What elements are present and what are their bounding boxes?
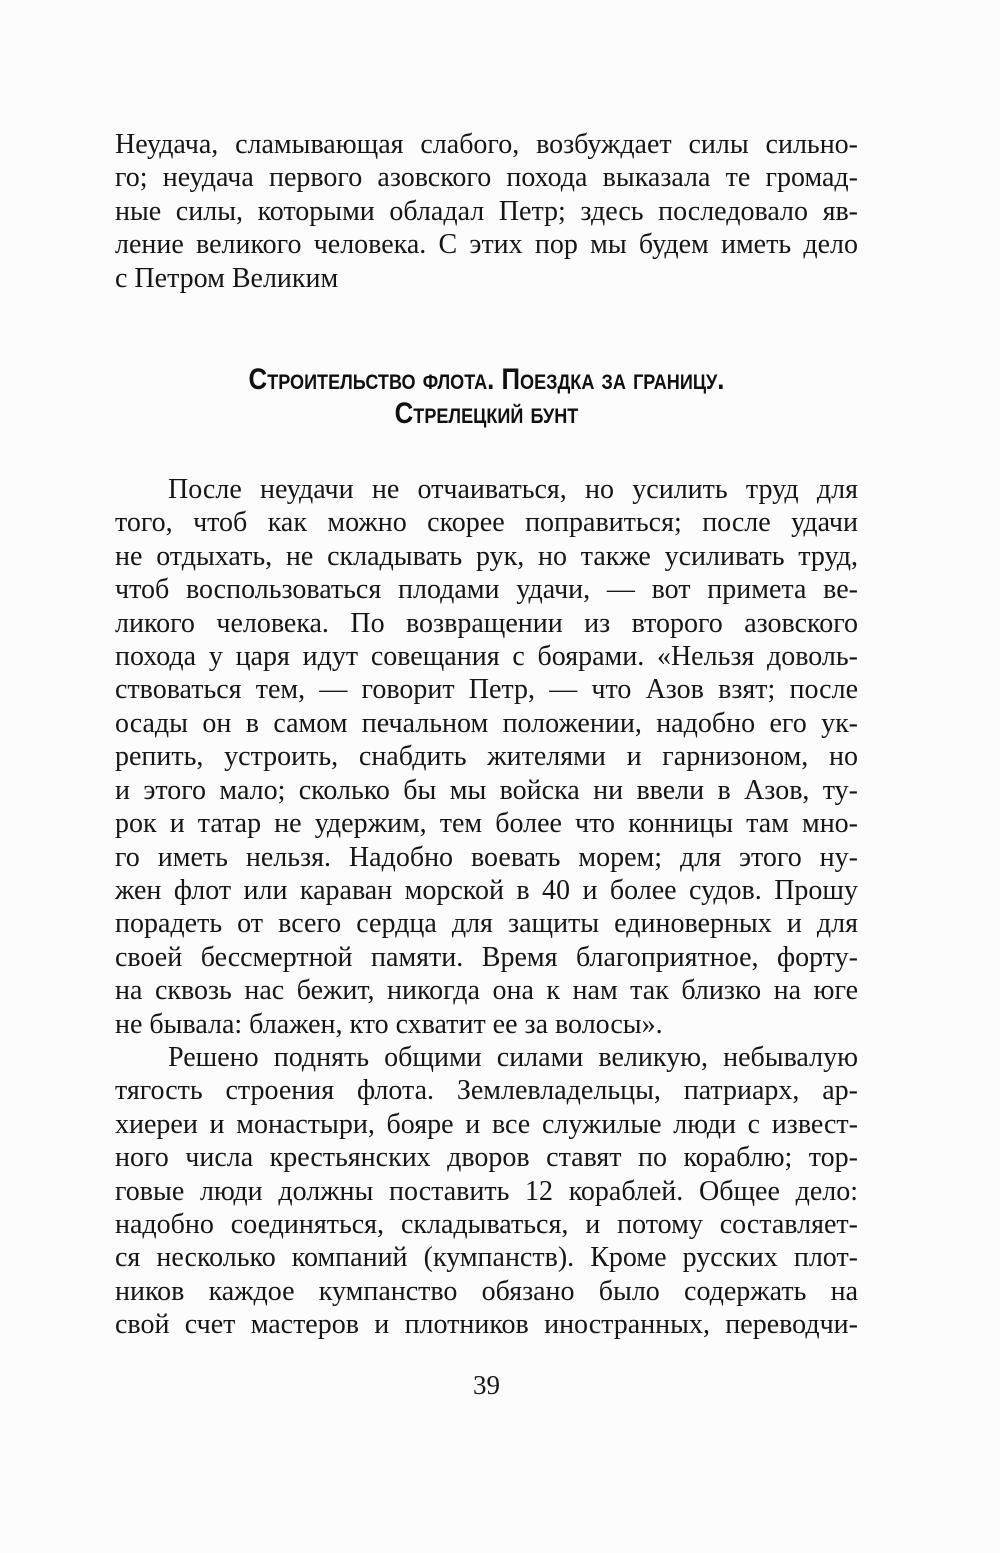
text-line: ного числа крестьянских дворов ставят по кораблю; тор- bbox=[115, 1142, 858, 1174]
text-line: ликого человека. По возвращении из второго азовского bbox=[115, 607, 858, 639]
text-line: ление великого человека. С этих пор мы будем иметь дело bbox=[115, 229, 858, 261]
text-line: Неудача, сламывающая слабого, возбуждает силы сильно- bbox=[115, 129, 858, 160]
text-line: не бывала: блажен, кто схватит ее за волосы». bbox=[115, 1008, 663, 1040]
text-line: Решено поднять общими силами великую, небывалую bbox=[168, 1041, 858, 1073]
text-line: ные силы, которыми обладал Петр; здесь последовало яв- bbox=[115, 195, 858, 227]
paragraph-body-1 bbox=[115, 473, 858, 1041]
text-line: осады он в самом печальном положении, надобно его ук- bbox=[115, 707, 858, 739]
text-line: говые люди должны поставить 12 кораблей. Общее дело: bbox=[115, 1175, 858, 1207]
text-line: ствоваться тем, — говорит Петр, — что Азов взят; после bbox=[115, 674, 858, 706]
text-line: надобно соединяться, складываться, и потому составляет- bbox=[115, 1208, 858, 1240]
text-line: репить, устроить, снабдить жителями и гарнизоном, но bbox=[115, 741, 858, 773]
text-line: ников каждое кумпанство обязано было содержать на bbox=[115, 1275, 858, 1307]
text-line: тягость строения флота. Землевладельцы, патриарх, ар- bbox=[115, 1075, 858, 1107]
paragraph-body-2 bbox=[115, 1041, 858, 1342]
text-line: рок и татар не удержим, тем более что конницы там мно- bbox=[115, 808, 858, 840]
text-line: го иметь нельзя. Надобно воевать морем; для этого ну- bbox=[115, 841, 858, 873]
text-line: похода у царя идут совещания с боярами. «Нельзя доволь- bbox=[115, 641, 858, 673]
text-line: хиереи и монастыри, бояре и все служилые люди с извест- bbox=[115, 1108, 858, 1140]
text-line: После неудачи не отчаиваться, но усилить труд для bbox=[168, 474, 858, 506]
chapter-heading bbox=[167, 363, 806, 430]
page-number: 39 bbox=[473, 1369, 500, 1400]
text-line: го; неудача первого азовского похода выказала те громад- bbox=[115, 162, 858, 194]
text-column bbox=[115, 0, 858, 1401]
text-line: того, чтоб как можно скорее поправиться; после удачи bbox=[115, 507, 858, 539]
chapter-heading-line-1: Строительство флота. Поездка за границу. bbox=[248, 363, 725, 397]
paragraph-continuation bbox=[115, 128, 858, 295]
text-line: чтоб воспользоваться плодами удачи, — вот примета ве- bbox=[115, 574, 858, 606]
chapter-heading-line-2: Стрелецкий бунт bbox=[394, 396, 579, 430]
text-line: свой счет мастеров и плотников иностранных, переводчи- bbox=[115, 1309, 858, 1341]
text-line: на сквозь нас бежит, никогда она к нам так близко на юге bbox=[115, 975, 858, 1007]
text-line: жен флот или караван морской в 40 и более судов. Прошу bbox=[115, 874, 858, 906]
text-line: не отдыхать, не складывать рук, но также усиливать труд, bbox=[115, 540, 858, 572]
text-line: и этого мало; сколько бы мы войска ни ввели в Азов, ту- bbox=[115, 774, 858, 806]
text-line: ся несколько компаний (кумпанств). Кроме русских плот- bbox=[115, 1242, 858, 1274]
text-line: порадеть от всего сердца для защиты единоверных и для bbox=[115, 908, 858, 940]
text-line: с Петром Великим bbox=[115, 262, 339, 294]
text-line: своей бессмертной памяти. Время благоприятное, форту- bbox=[115, 941, 858, 973]
